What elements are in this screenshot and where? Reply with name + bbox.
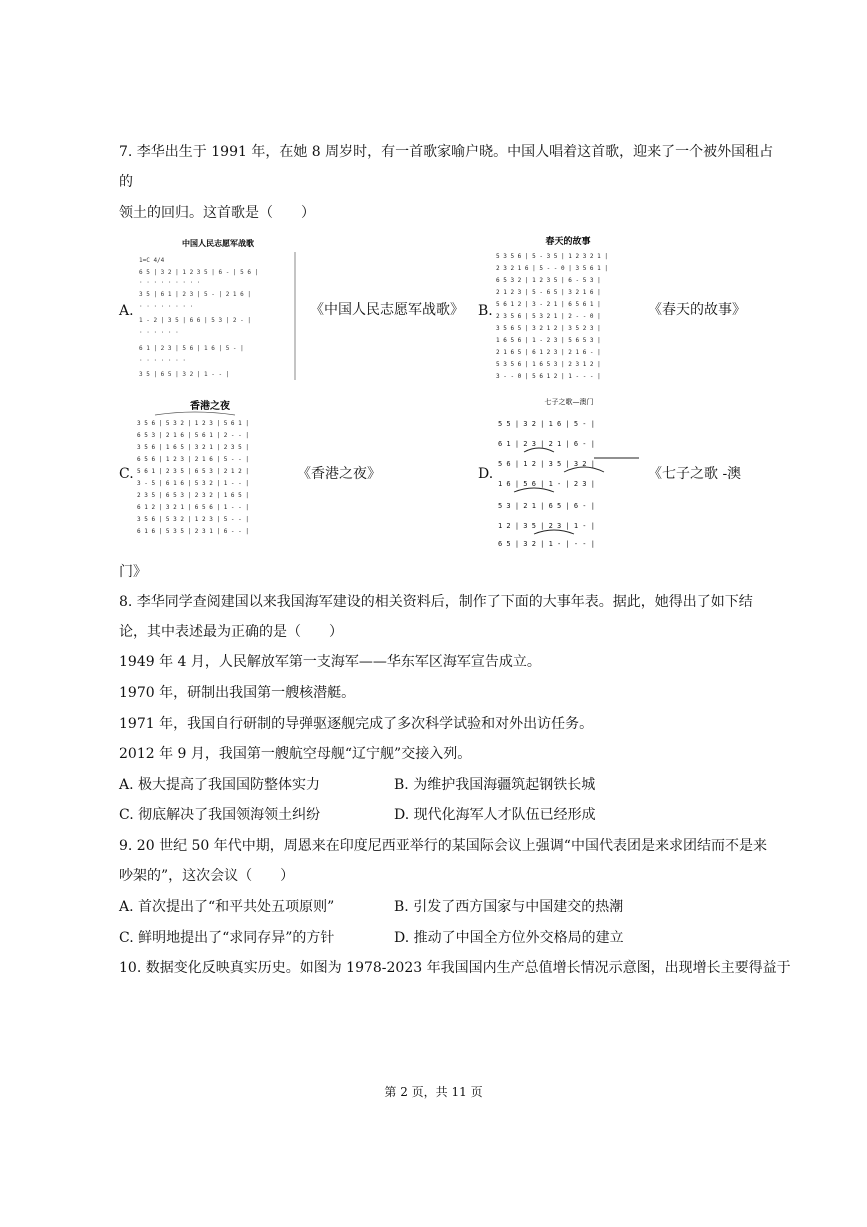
- q7-stem-line1: 7. 李华出生于 1991 年，在她 8 周岁时，有一首歌家喻户晓。中国人唱着这首歌，迎来了一个被外国租占: [119, 144, 774, 160]
- q7-option-d-score-title: 七子之歌—澳门: [544, 398, 594, 406]
- svg-text:1 6 | 5 6 | 1 - | 2 3 |: 1 6 | 5 6 | 1 - | 2 3 |: [498, 480, 595, 488]
- svg-text:5 5 | 3 2 | 1 6 | 5 - |: 5 5 | 3 2 | 1 6 | 5 - |: [498, 420, 595, 428]
- q7-option-c-letter: C.: [119, 466, 134, 482]
- svg-text:6 5 3 | 2 1 6 | 5 6 1 | 2 - -: 6 5 3 | 2 1 6 | 5 6 1 | 2 - - |: [137, 432, 249, 439]
- q8-stem-line1: 8. 李华同学查阅建国以来我国海军建设的相关资料后，制作了下面的大事年表。据此，她得出了如下结: [119, 594, 753, 610]
- svg-text:5 3 5 6 | 5 - 3 5 | 1 2 3 2 1: 5 3 5 6 | 5 - 3 5 | 1 2 3 2 1 |: [496, 253, 608, 260]
- q7-option-c-score-image: [135, 395, 285, 547]
- q7-option-a-label: 《中国人民志愿军战歌》: [310, 302, 464, 318]
- q8-option-c: C. 彻底解决了我国领海领土纠纷: [119, 807, 321, 823]
- q7-option-d-label-wrap: 门》: [119, 564, 147, 580]
- svg-text:3 5 6 | 5 3 2 | 1 2 3 | 5 6 1: 3 5 6 | 5 3 2 | 1 2 3 | 5 6 1 |: [137, 420, 249, 427]
- svg-text:6 1 | 2 3 | 5 6 | 1 6 | 5 - |: 6 1 | 2 3 | 5 6 | 1 6 | 5 - |: [139, 345, 244, 352]
- svg-text:1 2 | 3 5 | 2 3 | 1 - |: 1 2 | 3 5 | 2 3 | 1 - |: [498, 522, 595, 530]
- q7-option-a-letter: A.: [119, 303, 134, 319]
- q7-option-b-score-image: [494, 232, 642, 384]
- q7-stem-line3: 领土的回归。这首歌是（ ）: [119, 205, 315, 221]
- svg-text:1 6 5 6 | 1 - 2 3 | 5 6 5 3 |: 1 6 5 6 | 1 - 2 3 | 5 6 5 3 |: [496, 337, 601, 344]
- svg-text:2 3 5 | 6 5 3 | 2 3 2 | 1 6 5: 2 3 5 | 6 5 3 | 2 3 2 | 1 6 5 |: [137, 492, 249, 499]
- q7-option-b-letter: B.: [478, 303, 493, 319]
- q9-option-a: A. 首次提出了“和平共处五项原则”: [119, 899, 335, 915]
- svg-text:6 5 6 | 1 2 3 | 2 1 6 | 5 - -: 6 5 6 | 1 2 3 | 2 1 6 | 5 - - |: [137, 456, 249, 463]
- q7-option-a-score-image: [135, 232, 301, 382]
- svg-text:5 6 1 | 2 3 5 | 6 5 3 | 2 1 2: 5 6 1 | 2 3 5 | 6 5 3 | 2 1 2 |: [137, 468, 249, 475]
- svg-text:5 3 5 6 | 1 6 5 3 | 2 3 1 2 |: 5 3 5 6 | 1 6 5 3 | 2 3 1 2 |: [496, 361, 601, 368]
- svg-text:3 - 5 | 6 1 6 | 5 3 2 | 1 - -: 3 - 5 | 6 1 6 | 5 3 2 | 1 - - |: [137, 480, 249, 487]
- svg-text:2 1 6 5 | 6 1 2 3 | 2 1 6 - |: 2 1 6 5 | 6 1 2 3 | 2 1 6 - |: [496, 349, 601, 356]
- q9-option-c: C. 鲜明地提出了“求同存异”的方针: [119, 930, 335, 946]
- q8-event-3: 1971 年，我国自行研制的导弹驱逐舰完成了多次科学试验和对外出访任务。: [119, 716, 594, 732]
- svg-text:3 5 6 5 | 3 2 1 2 | 3 5 2 3 |: 3 5 6 5 | 3 2 1 2 | 3 5 2 3 |: [496, 325, 601, 332]
- svg-text:6 1 6 | 5 3 5 | 2 3 1 | 6 - -: 6 1 6 | 5 3 5 | 2 3 1 | 6 - - |: [137, 528, 249, 535]
- q9-stem-line2: 吵架的”，这次会议（ ）: [119, 868, 295, 884]
- q7-option-c-score-title: 香港之夜: [190, 401, 230, 412]
- q9-option-b: B. 引发了西方国家与中国建交的热潮: [394, 899, 624, 915]
- svg-text:3 5 | 6 1 | 2 3 | 5 - | 2 1 6: 3 5 | 6 1 | 2 3 | 5 - | 2 1 6 |: [139, 291, 251, 298]
- q8-event-1: 1949 年 4 月，人民解放军第一支海军——华东军区海军宣告成立。: [119, 654, 541, 670]
- q8-option-b: B. 为维护我国海疆筑起钢铁长城: [394, 777, 596, 793]
- svg-text:5 3 | 2 1 | 6 5 | 6 - |: 5 3 | 2 1 | 6 5 | 6 - |: [498, 502, 595, 510]
- svg-text:6 1 | 2 3 | 2 1 | 6 - |: 6 1 | 2 3 | 2 1 | 6 - |: [498, 440, 595, 448]
- svg-text:· · · · · · · · ·: · · · · · · · · ·: [139, 279, 201, 286]
- q10-stem-line1: 10. 数据变化反映真实历史。如图为 1978-2023 年我国国内生产总值增长情况示意图，出现增长主要得益于: [119, 960, 791, 976]
- q8-event-4: 2012 年 9 月，我国第一艘航空母舰“辽宁舰”交接入列。: [119, 746, 472, 762]
- svg-text:5 6 1 2 | 3 - 2 1 | 6 5 6 1 |: 5 6 1 2 | 3 - 2 1 | 6 5 6 1 |: [496, 301, 601, 308]
- q7-option-a-score-title: 中国人民志愿军战歌: [182, 239, 254, 248]
- q8-event-2: 1970 年，研制出我国第一艘核潜艇。: [119, 685, 356, 701]
- q7-option-d-score-image: [494, 392, 644, 552]
- q7-stem-line2: 的: [119, 174, 133, 190]
- q7-option-b-label: 《春天的故事》: [648, 302, 746, 318]
- q9-stem-line1: 9. 20 世纪 50 年代中期，周恩来在印度尼西亚举行的某国际会议上强调“中国代表团是来求团结而不是来: [119, 838, 767, 854]
- svg-text:6 5 | 3 2 | 1 2 3 5 | 6 - | 5: 6 5 | 3 2 | 1 2 3 5 | 6 - | 5 6 |: [139, 269, 259, 276]
- q8-option-a: A. 极大提高了我国国防整体实力: [119, 777, 321, 793]
- svg-text:3 5 6 | 1 6 5 | 3 2 1 | 2 3 5: 3 5 6 | 1 6 5 | 3 2 1 | 2 3 5 |: [137, 444, 249, 451]
- q7-option-c-label: 《香港之夜》: [297, 466, 381, 482]
- q7-option-d-label: 《七子之歌 -澳: [648, 466, 742, 482]
- svg-text:3 5 6 | 5 3 2 | 1 2 3 | 5 - -: 3 5 6 | 5 3 2 | 1 2 3 | 5 - - |: [137, 516, 249, 523]
- svg-text:2 3 5 6 | 5 3 2 1 | 2 - - 0 |: 2 3 5 6 | 5 3 2 1 | 2 - - 0 |: [496, 313, 601, 320]
- q8-stem-line2: 论，其中表述最为正确的是（ ）: [119, 624, 343, 640]
- svg-text:2 1 2 3 | 5 - 6 5 | 3 2 1 6 |: 2 1 2 3 | 5 - 6 5 | 3 2 1 6 |: [496, 289, 601, 296]
- svg-text:6 1 2 | 3 2 1 | 6 5 6 | 1 - -: 6 1 2 | 3 2 1 | 6 5 6 | 1 - - |: [137, 504, 249, 511]
- svg-text:6 5 3 2 | 1 2 3 5 | 6 - 5 3 |: 6 5 3 2 | 1 2 3 5 | 6 - 5 3 |: [496, 277, 601, 284]
- q7-option-d-letter: D.: [478, 466, 494, 482]
- svg-text:1 - 2 | 3 5 | 6 6 | 5 3 | 2 -: 1 - 2 | 3 5 | 6 6 | 5 3 | 2 - |: [139, 317, 251, 324]
- q9-option-d: D. 推动了中国全方位外交格局的建立: [394, 930, 624, 946]
- q8-option-d: D. 现代化海军人才队伍已经形成: [394, 807, 596, 823]
- svg-text:3 5 | 6 5 | 3 2 | 1 - - |: 3 5 | 6 5 | 3 2 | 1 - - |: [139, 371, 230, 378]
- svg-text:6 5 | 3 2 | 1 - | - - |: 6 5 | 3 2 | 1 - | - - |: [498, 540, 595, 548]
- svg-text:2 3 2 1 6 | 5 - - 0 | 3 5 6 1: 2 3 2 1 6 | 5 - - 0 | 3 5 6 1 |: [496, 265, 608, 272]
- svg-text:· · · · · ·: · · · · · ·: [139, 329, 179, 336]
- svg-text:1=C 4/4: 1=C 4/4: [139, 257, 165, 264]
- svg-text:3 - - 0 | 5 6 1 2 | 1 - - - |: 3 - - 0 | 5 6 1 2 | 1 - - - |: [496, 373, 601, 380]
- svg-text:· · · · · · · ·: · · · · · · · ·: [139, 303, 194, 310]
- svg-text:· · · · · · ·: · · · · · · ·: [139, 357, 186, 364]
- page-footer: 第 2 页，共 11 页: [384, 1085, 483, 1099]
- q7-option-b-score-title: 春天的故事: [545, 237, 591, 247]
- svg-text:5 6 | 1 2 | 3 5 | 3 2 |: 5 6 | 1 2 | 3 5 | 3 2 |: [498, 460, 595, 468]
